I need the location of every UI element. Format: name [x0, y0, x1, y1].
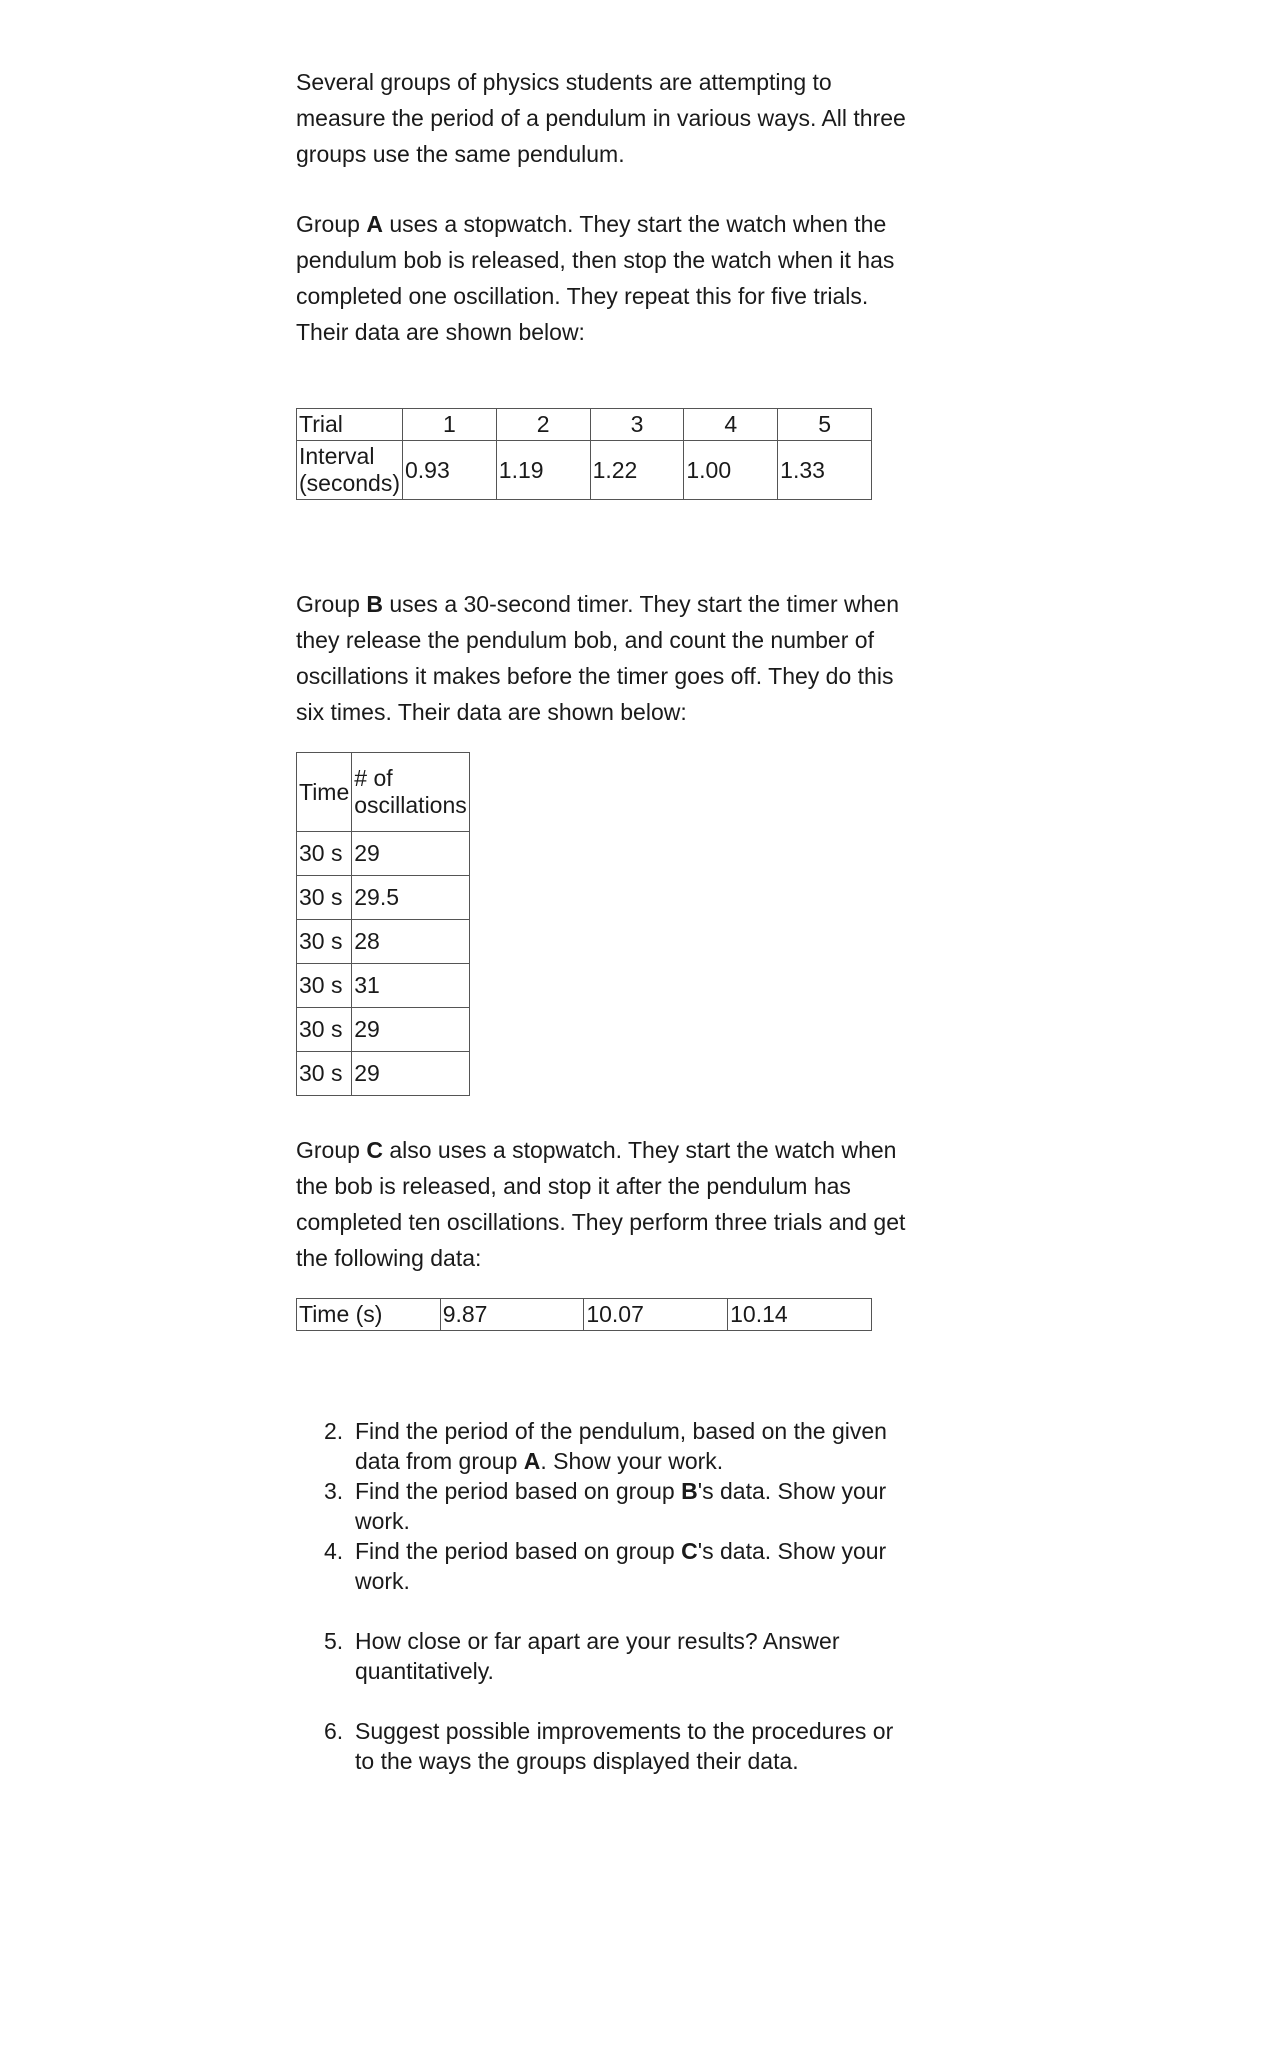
group-b-table [296, 752, 470, 1096]
count-cell: 29 [352, 1008, 470, 1052]
interval-value: 1.22 [590, 441, 684, 500]
trial-number: 1 [402, 409, 496, 441]
table-row [297, 1008, 470, 1052]
question-item: 6. Suggest possible improvements to the procedures or to the ways the groups displayed their data. [324, 1718, 894, 1774]
time-cell: 30 s [297, 832, 352, 876]
table-row [297, 964, 470, 1008]
count-cell: 29 [352, 1052, 470, 1096]
table-row [297, 920, 470, 964]
table-row [297, 876, 470, 920]
interval-row [297, 441, 872, 500]
time-cell: 30 s [297, 1052, 352, 1096]
count-cell: 29.5 [352, 876, 470, 920]
table-row [297, 1052, 470, 1096]
trial-number: 4 [684, 409, 778, 441]
question-list [296, 1416, 916, 1776]
time-label: Time (s) [297, 1299, 441, 1331]
group-b-letter: B [366, 591, 383, 617]
time-cell: 30 s [297, 920, 352, 964]
group-c-paragraph: Group C also uses a stopwatch. They start the watch when the bob is released, and stop it after the pendulum has completed ten oscillations. They perform three trials and get the following data: [296, 1137, 906, 1271]
question-item: 5. How close or far apart are your results? Answer quantitatively. [324, 1628, 840, 1684]
group-c-letter: C [366, 1137, 383, 1163]
time-value: 9.87 [440, 1299, 584, 1331]
time-cell: 30 s [297, 1008, 352, 1052]
interval-value: 1.33 [778, 441, 872, 500]
count-cell: 29 [352, 832, 470, 876]
trial-number: 5 [778, 409, 872, 441]
group-a-paragraph: Group A uses a stopwatch. They start the watch when the pendulum bob is released, then stop the watch when it has completed one oscillation. They repeat this for five trials. Their data are shown below: [296, 211, 895, 345]
interval-label: Interval (seconds) [297, 441, 403, 500]
time-header: Time [297, 753, 352, 832]
interval-value: 1.00 [684, 441, 778, 500]
table-row [297, 1299, 872, 1331]
trial-number: 3 [590, 409, 684, 441]
trial-row [297, 409, 872, 441]
question-item: 3. Find the period based on group B's data. Show your work. [324, 1478, 887, 1534]
intro-paragraph: Several groups of physics students are attempting to measure the period of a pendulum in various ways. All three groups use the same pendulum. [296, 69, 906, 167]
question-item: 4. Find the period based on group C's data. Show your work. [324, 1538, 887, 1594]
time-cell: 30 s [297, 964, 352, 1008]
interval-value: 1.19 [496, 441, 590, 500]
trial-number: 2 [496, 409, 590, 441]
count-cell: 31 [352, 964, 470, 1008]
question-item: 2. Find the period of the pendulum, based on the given data from group A. Show your work. [324, 1418, 887, 1474]
group-b-paragraph: Group B uses a 30-second timer. They start the timer when they release the pendulum bob, and count the number of oscillations it makes before the timer goes off. They do this six times. Their data are shown below: [296, 591, 899, 725]
table-header-row [297, 753, 470, 832]
group-c-table [296, 1298, 872, 1331]
group-a-table [296, 408, 872, 500]
group-a-letter: A [366, 211, 383, 237]
time-value: 10.07 [584, 1299, 728, 1331]
time-value: 10.14 [728, 1299, 872, 1331]
table-row [297, 832, 470, 876]
oscillations-header: # of oscillations [352, 753, 470, 832]
interval-value: 0.93 [402, 441, 496, 500]
count-cell: 28 [352, 920, 470, 964]
time-cell: 30 s [297, 876, 352, 920]
trial-label: Trial [297, 409, 403, 441]
